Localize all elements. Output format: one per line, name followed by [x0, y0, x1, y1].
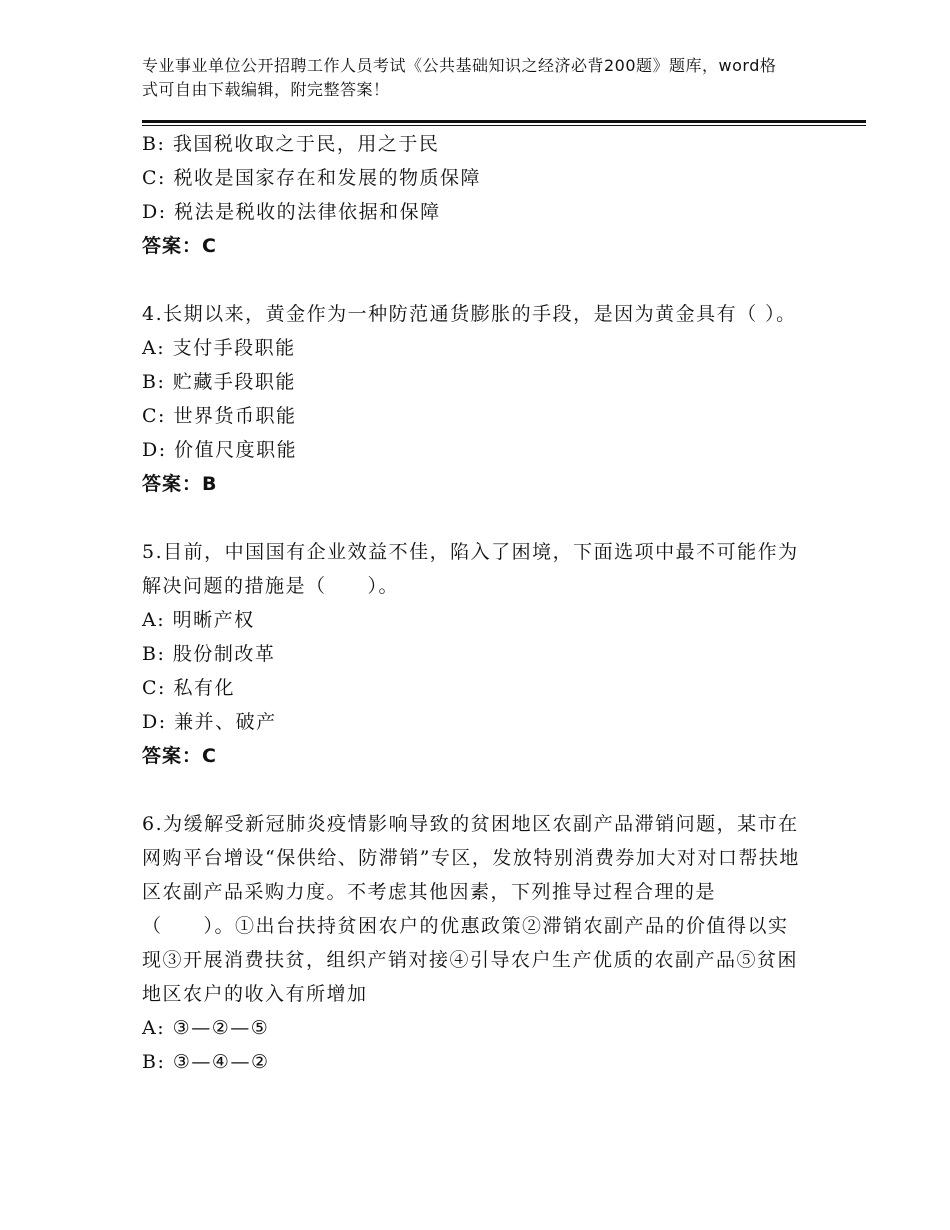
header-rule-thick: [142, 120, 866, 123]
option-b: B: 股份制改革: [142, 643, 276, 665]
option-c: C: 税收是国家存在和发展的物质保障: [142, 167, 481, 189]
question-4: [142, 297, 802, 501]
option-d: D: 价值尺度职能: [142, 439, 298, 461]
option-a: A: 支付手段职能: [142, 337, 296, 359]
answer-label: 答案：C: [142, 235, 217, 257]
answer-label: 答案：B: [142, 473, 218, 495]
option-b: B: ③—④—②: [142, 1051, 270, 1073]
question-stem: 6.为缓解受新冠肺炎疫情影响导致的贫困地区农副产品滞销问题，某市在网购平台增设“保供给、防滞销”专区，发放特别消费券加大对对口帮扶地区农副产品采购力度。不考虑其他因素，下列推导过程合理的是（ ）。①出台扶持贫困农户的优惠政策②滞销农副产品的价值得以实现③开展消费扶贫，组织产销对接④引导农户生产优质的农副产品⑤贫困地区农户的收入有所增加: [142, 813, 800, 1005]
answer-label: 答案：C: [142, 745, 217, 767]
question-5: [142, 535, 802, 773]
question-6: [142, 807, 802, 1079]
option-d: D: 兼并、破产: [142, 711, 277, 733]
spacer: [142, 263, 802, 297]
header-rule-thin: [142, 125, 866, 126]
spacer: [142, 501, 802, 535]
question-3-tail: [142, 127, 802, 263]
option-b: B: 我国税收取之于民，用之于民: [142, 133, 440, 155]
option-b: B: 贮藏手段职能: [142, 371, 296, 393]
option-a: A: 明晰产权: [142, 609, 255, 631]
option-c: C: 世界货币职能: [142, 405, 297, 427]
option-d: D: 税法是税收的法律依据和保障: [142, 201, 441, 223]
option-c: C: 私有化: [142, 677, 235, 699]
option-a: A: ③—②—⑤: [142, 1017, 270, 1039]
question-stem: 5.目前，中国国有企业效益不佳，陷入了困境，下面选项中最不可能作为解决问题的措施是（ ）。: [142, 541, 799, 597]
spacer: [142, 773, 802, 807]
question-stem: 4.长期以来，黄金作为一种防范通货膨胀的手段，是因为黄金具有（ ）。: [142, 303, 797, 325]
document-body: [142, 127, 802, 1079]
document-header: 专业事业单位公开招聘工作人员考试《公共基础知识之经济必背200题》题库，word格式可自由下载编辑，附完整答案！: [142, 56, 777, 99]
